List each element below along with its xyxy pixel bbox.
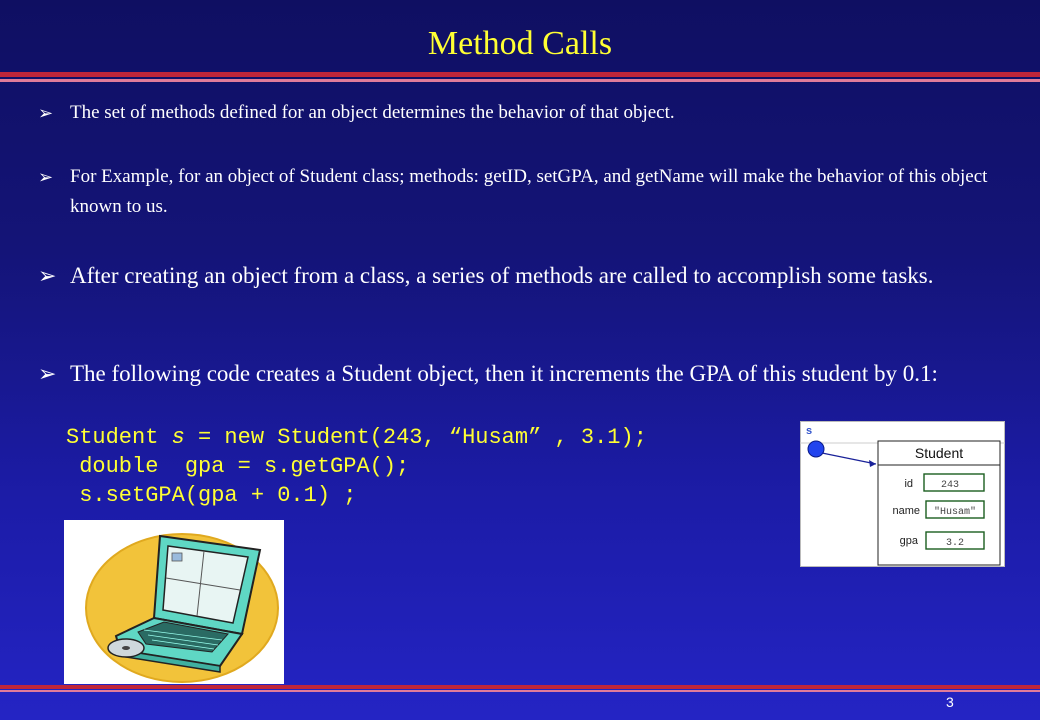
title-divider-pink: [0, 79, 1040, 82]
class-name: Student: [914, 445, 964, 461]
footer-divider-red: [0, 685, 1040, 689]
arrow-bullet-icon: ➢: [38, 263, 57, 288]
reference-dot: [808, 441, 824, 457]
bullet-item: [38, 261, 1013, 291]
field-name: name: [892, 505, 920, 517]
code-line-1: Student s = new Student(243, “Husam” , 3.1);: [66, 425, 647, 450]
arrow-bullet-icon: ➢: [38, 361, 57, 386]
bullet-item: [38, 359, 1013, 389]
code-line-2: double gpa = s.getGPA();: [66, 454, 410, 479]
footer-divider-pink: [0, 690, 1040, 692]
bullet-text: After creating an object from a class, a series of methods are called to accomplish some tasks.: [70, 263, 934, 288]
field-name: id: [904, 478, 913, 490]
page-number: 3: [946, 694, 954, 710]
object-diagram: [800, 421, 1005, 567]
bullet-item: [38, 162, 998, 222]
title-divider-red: [0, 72, 1040, 77]
laptop-clipart-icon: [64, 520, 284, 684]
bullet-item: [38, 98, 998, 128]
field-value: 243: [940, 480, 960, 491]
field-value: 3.2: [945, 538, 965, 549]
arrow-bullet-icon: ➢: [38, 167, 54, 187]
bullet-text: The set of methods defined for an object determines the behavior of that object.: [70, 102, 675, 123]
field-value: "Husam": [933, 507, 977, 518]
ref-label: s: [806, 425, 813, 437]
code-block: [66, 423, 647, 510]
arrow-bullet-icon: ➢: [38, 103, 54, 123]
field-name: gpa: [899, 535, 918, 547]
bullet-text: The following code creates a Student object, then it increments the GPA of this student by 0.1:: [70, 361, 938, 386]
bullet-text: For Example, for an object of Student class; methods: getID, setGPA, and getName will make the behavior of this object known to us.: [70, 166, 988, 217]
slide-title: Method Calls: [427, 25, 613, 62]
code-line-3: s.setGPA(gpa + 0.1) ;: [66, 483, 357, 508]
